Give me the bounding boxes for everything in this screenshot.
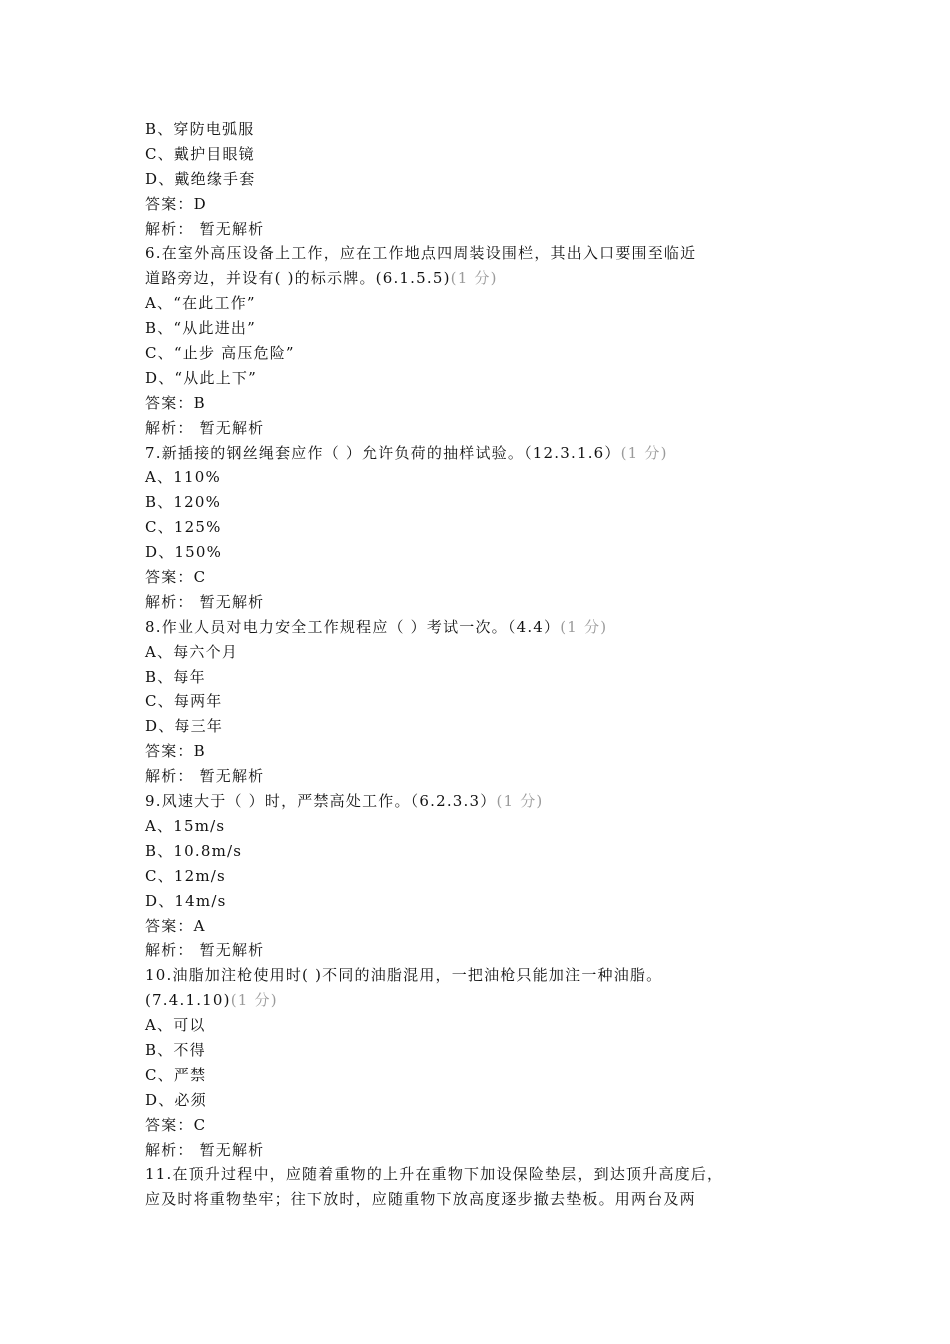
option-c: C、每两年 (145, 692, 223, 711)
answer: 答案：B (145, 393, 206, 412)
option-a: A、“在此工作” (145, 294, 256, 313)
answer: 答案：A (145, 916, 206, 935)
option-c: C、“止步 高压危险” (145, 344, 295, 363)
question-6-score: (1 分) (450, 269, 498, 288)
analysis: 解析： 暂无解析 (145, 418, 265, 437)
question-9-stem (145, 789, 825, 814)
option-d: D、150% (145, 543, 223, 562)
question-8-stem (145, 615, 825, 640)
option-d: D、14m/s (145, 891, 227, 910)
option-b: B、穿防电弧服 (145, 120, 255, 138)
option-d: D、每三年 (145, 717, 224, 736)
answer: 答案：C (145, 568, 207, 587)
option-d: D、“从此上下” (145, 368, 257, 387)
answer: 答案：B (145, 742, 206, 761)
option-b: B、每年 (145, 667, 206, 686)
option-a: A、15m/s (145, 816, 226, 835)
option-b: B、120% (145, 493, 222, 512)
option-a: A、110% (145, 468, 221, 487)
question-9-stem-text: 9.风速大于（ ）时，严禁高处工作。（6.2.3.3） (145, 792, 497, 811)
question-11-stem-cont: 应及时将重物垫牢；往下放时，应随重物下放高度逐步撤去垫板。用两台及两 (145, 1190, 696, 1209)
analysis: 解析： 暂无解析 (145, 941, 265, 960)
question-6-stem-cont (145, 266, 825, 291)
question-10-stem: 10.油脂加注枪使用时( )不同的油脂混用，一把油枪只能加注一种油脂。 (145, 966, 663, 985)
answer: 答案：C (145, 1115, 207, 1134)
question-7-stem-text: 7.新插接的钢丝绳套应作（ ）允许负荷的抽样试验。（12.3.1.6） (145, 443, 621, 462)
option-a: A、可以 (145, 1016, 206, 1035)
analysis: 解析： 暂无解析 (145, 592, 265, 611)
option-c: C、戴护目眼镜 (145, 144, 255, 163)
option-d: D、戴绝缘手套 (145, 169, 256, 188)
question-6-stem: 6.在室外高压设备上工作，应在工作地点四周装设围栏，其出入口要围至临近 (145, 244, 697, 263)
question-11-stem: 11.在顶升过程中，应随着重物的上升在重物下加设保险垫层，到达顶升高度后， (145, 1165, 724, 1184)
question-6-stem-text: 道路旁边，并设有( )的标示牌。(6.1.5.5) (145, 269, 451, 288)
question-7-stem (145, 441, 825, 466)
analysis: 解析： 暂无解析 (145, 767, 265, 786)
option-b: B、不得 (145, 1040, 206, 1059)
answer: 答案：D (145, 194, 207, 213)
exam-document (145, 117, 825, 1212)
analysis: 解析： 暂无解析 (145, 1140, 265, 1159)
question-10-stem-cont (145, 988, 825, 1013)
option-d: D、必须 (145, 1090, 207, 1109)
question-8-stem-text: 8.作业人员对电力安全工作规程应（ ）考试一次。（4.4） (145, 617, 561, 636)
question-7-score: (1 分) (620, 443, 668, 462)
option-c: C、严禁 (145, 1065, 207, 1084)
analysis: 解析： 暂无解析 (145, 219, 265, 238)
question-8-score: (1 分) (560, 617, 608, 636)
option-b: B、“从此进出” (145, 319, 256, 338)
question-10-stem-text: (7.4.1.10) (145, 991, 231, 1010)
option-c: C、12m/s (145, 866, 226, 885)
option-b: B、10.8m/s (145, 841, 243, 860)
question-10-score: (1 分) (230, 991, 278, 1010)
question-9-score: (1 分) (496, 792, 544, 811)
option-a: A、每六个月 (145, 642, 239, 661)
option-c: C、125% (145, 518, 222, 537)
